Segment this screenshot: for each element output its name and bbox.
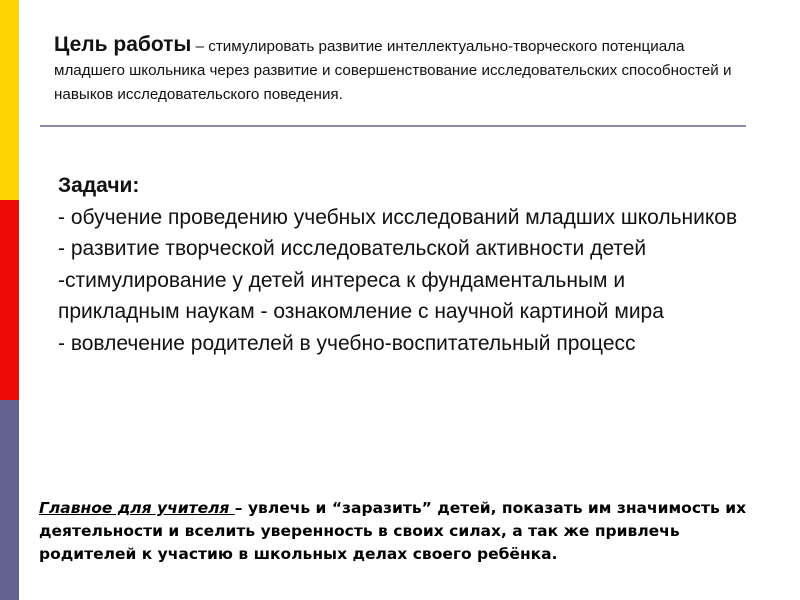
tasks-section bbox=[58, 170, 748, 360]
decorative-stripe-yellow bbox=[0, 0, 19, 200]
task-item: -стимулирование у детей интереса к фундаментальным и прикладным наукам - ознакомление с научной картиной мира bbox=[58, 268, 664, 324]
decorative-stripe-purple bbox=[0, 400, 19, 600]
goal-paragraph bbox=[54, 33, 754, 107]
tasks-title: Задачи: bbox=[58, 174, 140, 197]
goal-heading: Цель работы bbox=[54, 33, 192, 56]
task-item: - обучение проведению учебных исследований младших школьников bbox=[58, 205, 738, 229]
task-item: - вовлечение родителей в учебно-воспитательный процесс bbox=[58, 331, 636, 355]
goal-text: – стимулировать развитие интеллектуально-творческого потенциала младшего школьника через развитие и совершенствование исследовательских способностей и навыков исследовательского поведения. bbox=[54, 38, 732, 103]
decorative-stripe-red bbox=[0, 200, 19, 400]
main-note-lead: Главное для учителя bbox=[39, 499, 235, 517]
section-divider bbox=[40, 125, 746, 127]
main-note-text: – увлечь и “заразить” детей, показать им значимость их деятельности и вселить уверенность в своих силах, а так же привлечь родителей к участию в школьных делах своего ребёнка. bbox=[39, 499, 747, 563]
tasks-list bbox=[58, 202, 748, 360]
main-note-paragraph bbox=[39, 497, 749, 566]
task-item: - развитие творческой исследовательской активности детей bbox=[58, 237, 647, 261]
